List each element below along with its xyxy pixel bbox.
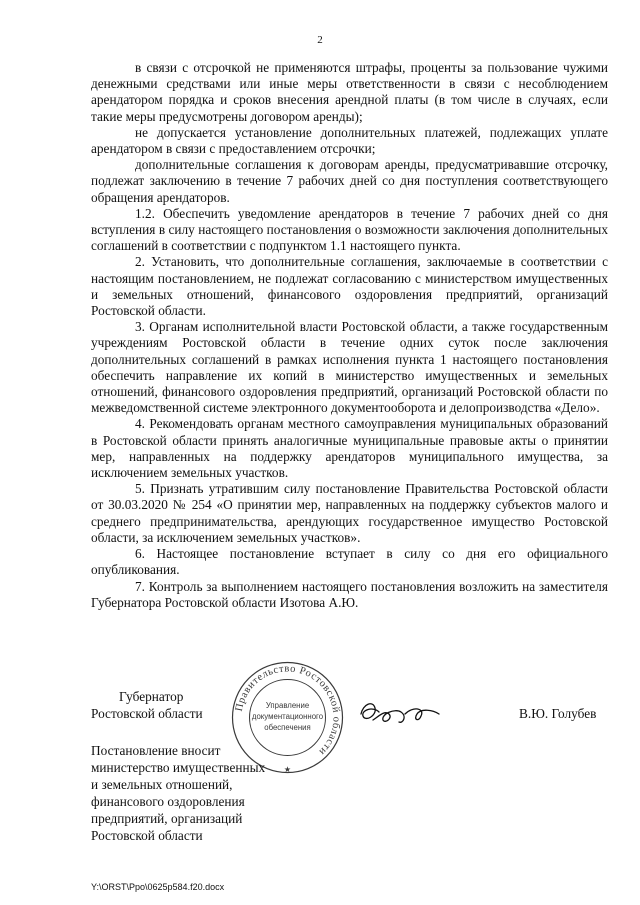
paragraph-no-extra-payments: не допускается установление дополнительных платежей, подлежащих уплате арендатором в связи с предоставлением отсрочки; [91, 124, 608, 157]
paragraph-5: 5. Признать утратившим силу постановление Правительства Ростовской области от 30.03.2020 № 254 «О принятии мер, направленных на поддержку субъектов малого и среднего предпринимательства, арендующих государственное имущество Ростовской области, за исключением земельных участков». [91, 481, 608, 545]
page-number: 2 [317, 34, 323, 46]
seal-inner-line3: обеспечения [264, 723, 311, 732]
paragraph-2: 2. Установить, что дополнительные соглашения, заключаемые в соответствии с настоящим постановлением, не подлежат согласованию с министерством имущественных и земельных отношений, финансового оздоровления предприятий, организаций Ростовской области. [91, 254, 608, 319]
introduced-by-line2: министерство имущественных [91, 760, 266, 775]
paragraph-6: 6. Настоящее постановление вступает в силу со дня его официального опубликования. [91, 546, 608, 578]
introduced-by-note [91, 742, 265, 844]
document-body [91, 60, 608, 611]
introduced-by-line1: Постановление вносит [91, 743, 221, 758]
introduced-by-line5: предприятий, организаций [91, 811, 243, 826]
introduced-by-line3: и земельных отношений, [91, 777, 233, 792]
paragraph-3: 3. Органам исполнительной власти Ростовской области, а также государственным учреждениям Ростовской области в течение одних суток после заключения дополнительных соглашений в рамках исполнения пункта 1 настоящего постановления обеспечить направление их копий в министерство имущественных и земельных отношений, финансового оздоровления предприятий, организаций Ростовской области по межведомственной системе электронного документооборота и делопроизводства «Дело». [91, 319, 608, 416]
paragraph-4: 4. Рекомендовать органам местного самоуправления муниципальных образований в Ростовской области принять аналогичные муниципальные правовые акты о принятии мер, направленных на поддержку арендаторов муниципального имущества, за исключением земельных участков. [91, 416, 608, 481]
signatory-title-line1: Губернатор [119, 689, 184, 704]
paragraph-7: 7. Контроль за выполнением настоящего постановления возложить на заместителя Губернатора Ростовской области Изотова А.Ю. [91, 578, 608, 610]
signatory-name: В.Ю. Голубев [519, 706, 597, 721]
seal-star: ★ [283, 765, 292, 774]
signatory-title-line2: Ростовской области [91, 706, 203, 721]
seal-inner-line1: Управление [265, 701, 310, 710]
paragraph-agreements-term: дополнительные соглашения к договорам аренды, предусматривавшие отсрочку, подлежат заключению в течение 7 рабочих дней со дня поступления соответствующего обращения арендаторов. [91, 157, 608, 205]
signatory-title [91, 688, 203, 722]
handwritten-signature [355, 690, 455, 735]
introduced-by-line6: Ростовской области [91, 828, 203, 843]
seal-outer-text: Правительство Ростовской области [233, 663, 342, 758]
seal-inner-line2: документационного [251, 712, 324, 721]
introduced-by-line4: финансового оздоровления [91, 794, 245, 809]
file-path: Y:\ORST\Ppo\0625p584.f20.docx [91, 882, 225, 892]
paragraph-1-2: 1.2. Обеспечить уведомление арендаторов в течение 7 рабочих дней со дня вступления в силу настоящего постановления о возможности заключения дополнительных соглашений в соответствии с подпунктом 1.1 настоящего пункта. [91, 205, 608, 254]
paragraph-penalties: в связи с отсрочкой не применяются штрафы, проценты за пользование чужими денежными средствами или иные меры ответственности в связи с несоблюдением арендатором порядка и сроков внесения арендной платы (в том числе в случаях, если такие меры предусмотрены договором аренды); [91, 60, 608, 124]
